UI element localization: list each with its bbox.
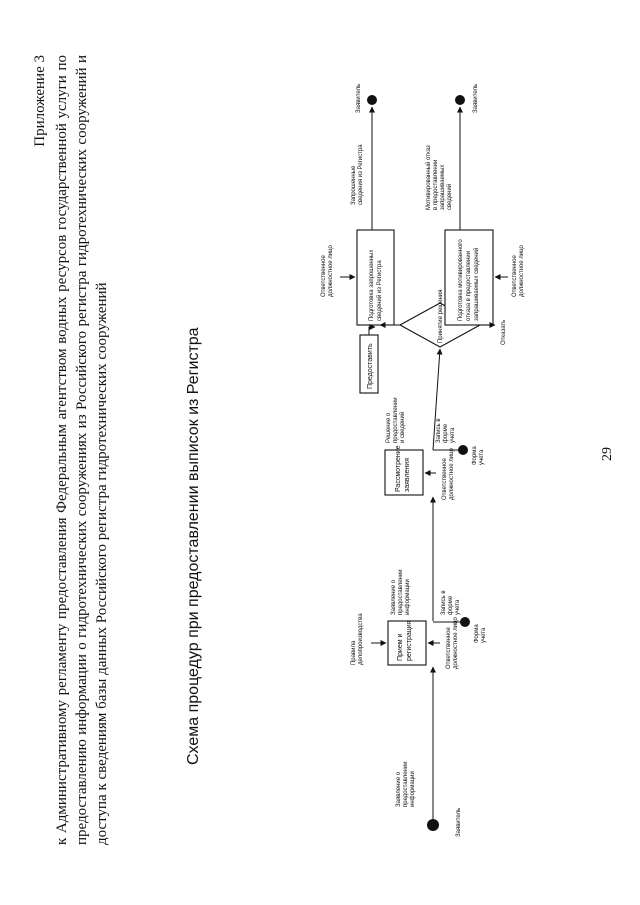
application-1-label: Заявление о предоставлении информации xyxy=(396,761,416,807)
edge-provide-to-prepare xyxy=(369,327,375,335)
record-form-1-label: Запись в форме учета xyxy=(441,590,461,615)
form-2-label: Форма учета xyxy=(472,446,485,465)
page-number: 29 xyxy=(600,447,615,461)
provide-box-label: Предоставить xyxy=(367,343,374,389)
applicant-end-2-label: Заявитель xyxy=(473,83,479,113)
form-2-dot xyxy=(458,445,468,455)
applicant-end-1-dot xyxy=(367,95,377,105)
record-form-2-label: Запись в форме учета xyxy=(436,418,456,443)
receipt-box-label: Прием и регистрация xyxy=(397,620,413,661)
requested-data-label: Запрошенные сведения из Регистра xyxy=(351,144,364,205)
official-2-label: Ответственное должностное лицо xyxy=(442,448,455,500)
records-rules-label: Правила делопроизводства xyxy=(351,613,364,665)
form-1-label: Форма учета xyxy=(474,624,487,643)
applicant-start-dot xyxy=(427,819,439,831)
applicant-end-1-label: Заявитель xyxy=(356,83,362,113)
applicant-end-2-dot xyxy=(455,95,465,105)
review-box-label: Рассмотрение заявления xyxy=(395,445,411,492)
prepare-data-box-label: Подготовка запрошенных сведений из Регистра xyxy=(369,249,383,321)
form-1-dot xyxy=(460,617,470,627)
prepare-data-box xyxy=(357,230,394,325)
official-4-label: Ответственное должностное лицо xyxy=(512,245,525,297)
refusal-label: Мотивированный отказ в предоставлении запрашиваемых сведений xyxy=(426,145,453,210)
refuse-label: Отказать xyxy=(501,319,507,345)
official-1-label: Ответственное должностное лицо xyxy=(446,617,459,669)
applicant-start-label: Заявитель xyxy=(456,807,462,837)
decision-info-label: Решение о предоставлении и сведений xyxy=(386,397,406,443)
annex-title: Приложение 3 xyxy=(32,55,48,147)
header-text: к Административному регламенту предоставления Федеральным агентством водных ресурсов государственной услуги по предоставлению информации о гидротехнических сооружениях из Российского регистра гидротехнических сооружений и доступа к сведениям базы данных Российского регистра гидротехнических сооружений xyxy=(54,55,110,845)
scheme-title: Схема процедур при предоставлении выписок из Регистра xyxy=(185,327,202,765)
official-3-label: Ответственное должностное лицо xyxy=(321,245,334,297)
prepare-refusal-box-label: Подготовка мотивированного отказа в предоставлении запрашиваемых сведений xyxy=(458,239,480,321)
decision-diamond-label: Принятие решения xyxy=(438,289,444,343)
application-2-label: Заявление о предоставлении информации xyxy=(391,569,411,615)
